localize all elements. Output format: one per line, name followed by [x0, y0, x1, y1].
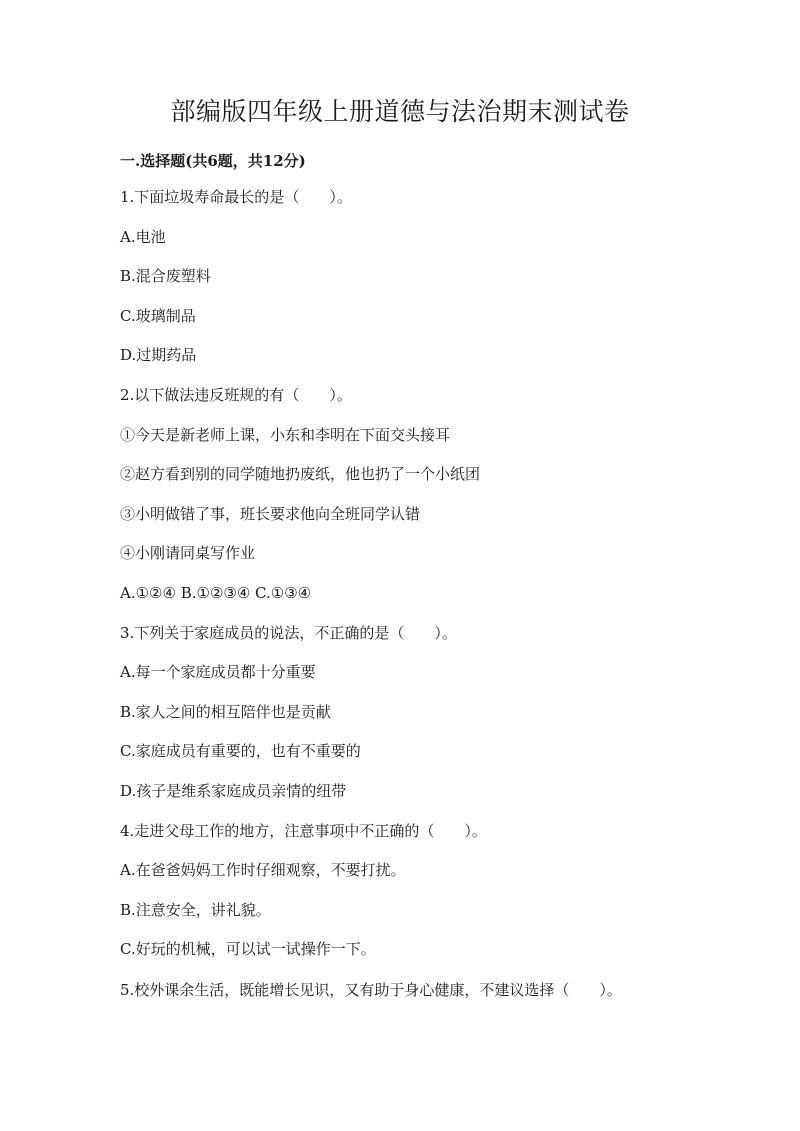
question-text: 3.下列关于家庭成员的说法，不正确的是（ ）。 — [120, 623, 457, 642]
section-heading: 一.选择题(共6题，共12分) — [120, 152, 306, 170]
answer-option: A.①②④ B.①②③④ C.①③④ — [120, 583, 312, 602]
answer-option: B.混合废塑料 — [120, 267, 211, 286]
statement-item: ②赵方看到别的同学随地扔废纸，他也扔了一个小纸团 — [120, 465, 481, 484]
question-list — [120, 187, 700, 1020]
page-title: 部编版四年级上册道德与法治期末测试卷 — [170, 97, 630, 126]
statement-item: ④小刚请同桌写作业 — [120, 544, 256, 563]
question-text: 4.走进父母工作的地方，注意事项中不正确的（ ）。 — [120, 821, 487, 840]
question-text: 5.校外课余生活，既能增长见识，又有助于身心健康，不建议选择（ ）。 — [120, 980, 622, 999]
statement-item: ①今天是新老师上课，小东和李明在下面交头接耳 — [120, 425, 451, 444]
answer-option: D.孩子是维系家庭成员亲情的纽带 — [120, 781, 347, 800]
answer-option: C.好玩的机械，可以试一试操作一下。 — [120, 940, 376, 959]
answer-option: B.注意安全，讲礼貌。 — [120, 900, 271, 919]
answer-option: A.每一个家庭成员都十分重要 — [120, 663, 316, 682]
question-text: 1.下面垃圾寿命最长的是（ ）。 — [120, 188, 352, 206]
answer-option: A.电池 — [120, 227, 166, 246]
question-text: 2.以下做法违反班规的有（ ）。 — [120, 385, 352, 404]
answer-option: C.玻璃制品 — [120, 306, 196, 325]
answer-option: A.在爸爸妈妈工作时仔细观察，不要打扰。 — [120, 861, 406, 880]
statement-item: ③小明做错了事，班长要求他向全班同学认错 — [120, 504, 421, 523]
answer-option: D.过期药品 — [120, 346, 197, 365]
answer-option: B.家人之间的相互陪伴也是贡献 — [120, 702, 331, 721]
answer-option: C.家庭成员有重要的，也有不重要的 — [120, 742, 361, 761]
